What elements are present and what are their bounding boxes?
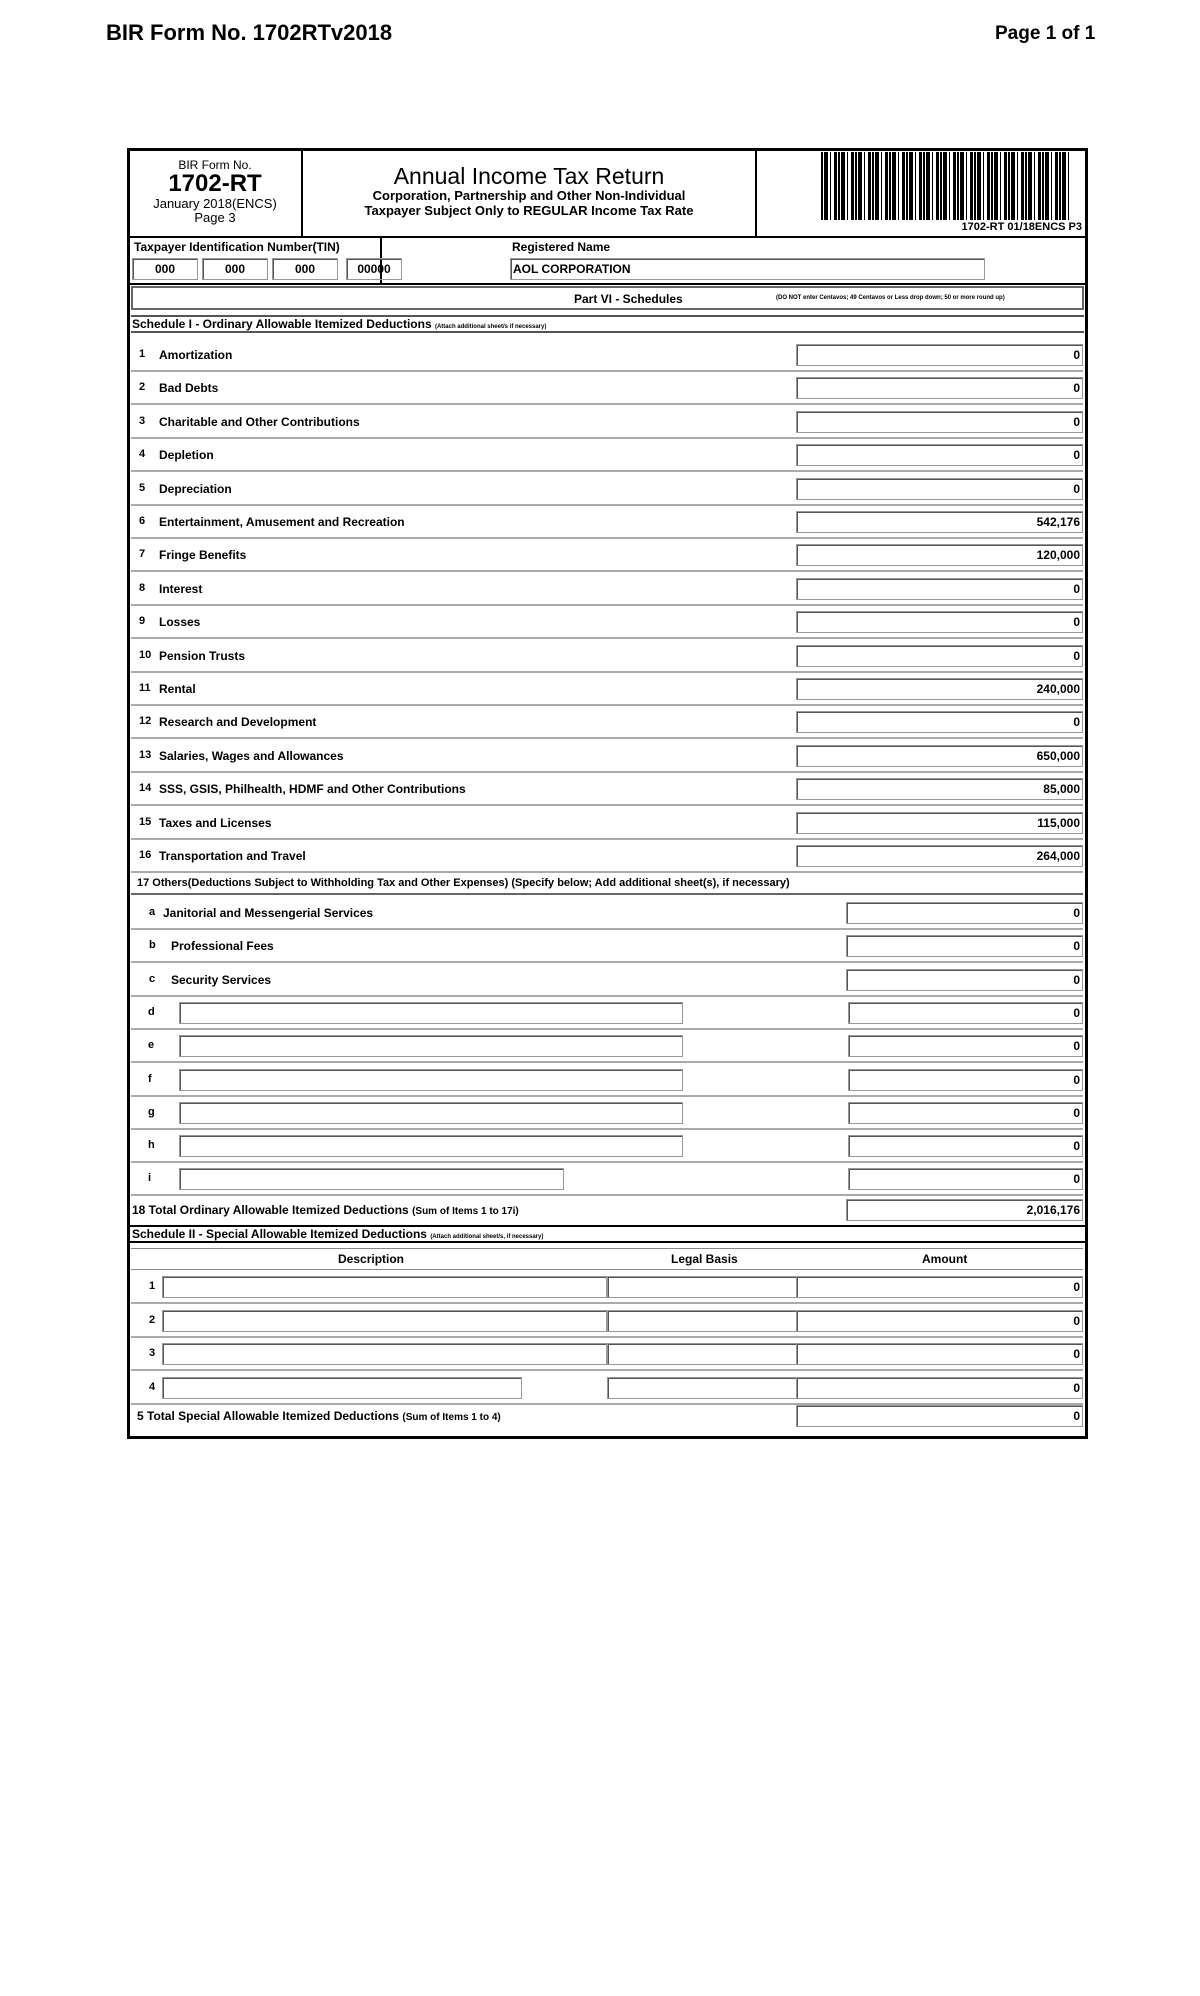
other-label: Security Services — [171, 972, 272, 987]
centavos-note: (DO NOT enter Centavos; 49 Centavos or Less drop down; 50 or more round up) — [776, 295, 1005, 301]
other-amount[interactable]: 0 — [848, 1168, 1083, 1190]
registered-name-label: Registered Name — [512, 240, 611, 254]
other-description-field[interactable] — [179, 1069, 683, 1091]
col-description: Description — [338, 1252, 405, 1266]
special-description-field[interactable] — [162, 1343, 607, 1365]
barcode-code: 1702-RT 01/18ENCS P3 — [961, 221, 1082, 233]
col-amount: Amount — [922, 1252, 968, 1266]
item-number: 6 — [139, 515, 146, 527]
item-number: 8 — [139, 581, 146, 594]
form-title-block — [303, 150, 757, 236]
form-subtitle-1: Corporation, Partnership and Other Non-Individual — [372, 188, 686, 203]
total-ordinary-amount[interactable]: 2,016,176 — [846, 1199, 1083, 1221]
row-divider — [131, 537, 1083, 539]
total-ordinary-label: 18 Total Ordinary Allowable Itemized Deductions (Sum of Items 1 to 17i) — [132, 1203, 519, 1217]
other-letter: g — [148, 1105, 155, 1118]
special-row-number: 1 — [149, 1280, 156, 1292]
barcode-block — [757, 150, 1086, 236]
col-legal-basis: Legal Basis — [671, 1252, 738, 1266]
item-number: 5 — [139, 481, 146, 494]
item-label: Depreciation — [159, 481, 232, 496]
item-amount[interactable]: 120,000 — [796, 544, 1083, 566]
schedule-1-note: (Attach additional sheet/s if necessary) — [434, 324, 547, 330]
row-divider — [131, 771, 1083, 773]
item-label: Bad Debts — [159, 381, 219, 396]
barcode-image — [821, 152, 1071, 220]
item-amount[interactable]: 0 — [796, 578, 1083, 600]
schedule-1-title: Schedule I - Ordinary Allowable Itemized Deductions (Attach additional sheet/s if necessary) — [132, 317, 547, 331]
form-no-label: BIR Form No. — [178, 158, 252, 172]
schedule-2-note: (Attach additional sheet/s, if necessary) — [430, 1234, 544, 1240]
row-divider — [131, 437, 1083, 439]
special-amount[interactable]: 0 — [796, 1310, 1083, 1332]
item-label: Salaries, Wages and Allowances — [159, 748, 344, 763]
item-label: Pension Trusts — [159, 648, 246, 663]
item-label: Research and Development — [159, 715, 317, 730]
special-legal-basis-field[interactable] — [607, 1343, 797, 1365]
row-divider — [131, 995, 1083, 997]
row-divider — [131, 604, 1083, 606]
form-title: Annual Income Tax Return — [393, 163, 665, 189]
row-divider — [131, 1028, 1083, 1030]
row-divider — [131, 1161, 1083, 1163]
item-amount[interactable]: 115,000 — [796, 812, 1083, 834]
item-amount[interactable]: 0 — [796, 645, 1083, 667]
row-divider — [131, 1128, 1083, 1130]
total-special-note: (Sum of Items 1 to 4) — [402, 1412, 501, 1423]
item-amount[interactable]: 85,000 — [796, 778, 1083, 800]
row-divider — [131, 637, 1083, 639]
tin-field-4[interactable]: 00000 — [346, 258, 402, 280]
registered-name-field[interactable]: AOL CORPORATION — [510, 258, 985, 280]
row-divider — [131, 804, 1083, 806]
item-number: 7 — [139, 548, 146, 561]
item-amount[interactable]: 542,176 — [796, 511, 1083, 533]
row-divider — [131, 838, 1083, 840]
other-letter: h — [148, 1139, 155, 1152]
others-title: 17 Others(Deductions Subject to Withholding Tax and Other Expenses) (Specify below; Add additional sheet(s), if necessary) — [137, 877, 790, 889]
form-version: January 2018(ENCS) — [153, 196, 277, 211]
row-divider — [131, 961, 1083, 963]
other-letter: d — [148, 1005, 155, 1018]
form-page: Page 3 — [194, 210, 236, 225]
row-divider — [131, 1194, 1083, 1196]
other-amount[interactable]: 0 — [848, 1035, 1083, 1057]
item-amount[interactable]: 0 — [796, 377, 1083, 399]
special-amount[interactable]: 0 — [796, 1276, 1083, 1298]
item-number: 1 — [139, 348, 146, 360]
other-description-field[interactable] — [179, 1102, 683, 1124]
item-number: 12 — [139, 715, 152, 728]
other-letter: i — [148, 1172, 152, 1185]
row-divider — [131, 1302, 1083, 1304]
other-amount[interactable]: 0 — [848, 1002, 1083, 1024]
other-label: Janitorial and Messengerial Services — [163, 906, 374, 920]
item-label: Interest — [159, 581, 203, 596]
page-form-label: BIR Form No. 1702RTv2018 — [106, 20, 393, 45]
other-description-field[interactable] — [179, 1002, 683, 1024]
special-description-field[interactable] — [162, 1310, 607, 1332]
schedule-2-title: Schedule II - Special Allowable Itemized Deductions (Attach additional sheet/s, if necessary) — [132, 1227, 544, 1241]
item-amount[interactable]: 264,000 — [796, 845, 1083, 867]
other-letter: b — [149, 939, 156, 952]
other-amount[interactable]: 0 — [848, 1069, 1083, 1091]
other-description-field[interactable] — [179, 1135, 683, 1157]
other-amount[interactable]: 0 — [846, 935, 1083, 957]
row-divider — [131, 570, 1083, 572]
item-number: 15 — [139, 815, 152, 828]
other-letter: a — [149, 906, 156, 918]
item-label: Amortization — [159, 348, 233, 362]
other-amount[interactable]: 0 — [846, 902, 1083, 924]
item-number: 16 — [139, 849, 152, 861]
row-divider — [131, 704, 1083, 706]
form-id-block — [129, 150, 303, 236]
item-amount[interactable]: 0 — [796, 411, 1083, 433]
item-label: Entertainment, Amusement and Recreation — [159, 515, 405, 529]
other-letter: c — [149, 972, 156, 985]
item-label: Transportation and Travel — [159, 849, 306, 863]
special-description-field[interactable] — [162, 1377, 522, 1399]
item-number: 10 — [139, 648, 152, 661]
form-subtitle-2: Taxpayer Subject Only to REGULAR Income Tax Rate — [364, 203, 694, 218]
item-number: 2 — [139, 381, 146, 394]
special-amount[interactable]: 0 — [796, 1343, 1083, 1365]
row-divider — [131, 871, 1083, 873]
total-special-amount[interactable]: 0 — [796, 1405, 1083, 1427]
special-legal-basis-field[interactable] — [607, 1377, 797, 1399]
special-row-number: 4 — [149, 1380, 156, 1393]
item-amount[interactable]: 650,000 — [796, 745, 1083, 767]
item-number: 14 — [139, 782, 152, 795]
row-divider — [131, 1095, 1083, 1097]
row-divider — [131, 403, 1083, 405]
special-legal-basis-field[interactable] — [607, 1310, 797, 1332]
item-amount[interactable]: 0 — [796, 711, 1083, 733]
divider — [131, 893, 1083, 895]
tin-field-1[interactable]: 000 — [132, 258, 198, 280]
special-row-number: 2 — [149, 1313, 156, 1326]
item-label: Taxes and Licenses — [159, 815, 272, 830]
item-label: Losses — [159, 615, 201, 630]
item-label: Depletion — [159, 448, 214, 463]
other-letter: f — [148, 1072, 152, 1085]
page-number: Page 1 of 1 — [995, 23, 1096, 44]
row-divider — [131, 737, 1083, 739]
tin-field-2[interactable]: 000 — [202, 258, 268, 280]
item-label: SSS, GSIS, Philhealth, HDMF and Other Contributions — [159, 782, 466, 797]
item-label: Charitable and Other Contributions — [159, 414, 360, 429]
tin-label: Taxpayer Identification Number(TIN) — [134, 240, 340, 254]
item-number: 3 — [139, 414, 146, 427]
row-divider — [131, 1369, 1083, 1371]
item-amount[interactable]: 240,000 — [796, 678, 1083, 700]
row-divider — [131, 470, 1083, 472]
tin-field-3[interactable]: 000 — [272, 258, 338, 280]
row-divider — [131, 671, 1083, 673]
item-number: 11 — [139, 682, 151, 694]
special-amount[interactable]: 0 — [796, 1377, 1083, 1399]
other-description-field[interactable] — [179, 1168, 564, 1190]
item-label: Rental — [159, 682, 196, 696]
item-label: Fringe Benefits — [159, 548, 247, 563]
total-special-label: 5 Total Special Allowable Itemized Deductions (Sum of Items 1 to 4) — [137, 1409, 501, 1423]
total-ordinary-note: (Sum of Items 1 to 17i) — [412, 1206, 519, 1217]
form-header — [129, 150, 1086, 238]
other-label: Professional Fees — [171, 939, 274, 954]
special-description-field[interactable] — [162, 1276, 607, 1298]
other-description-field[interactable] — [179, 1035, 683, 1057]
item-number: 13 — [139, 748, 152, 761]
form-code: 1702-RT — [168, 170, 262, 197]
item-amount[interactable]: 0 — [796, 611, 1083, 633]
item-amount[interactable]: 0 — [796, 344, 1083, 366]
item-number: 4 — [139, 448, 146, 461]
row-divider — [131, 1061, 1083, 1063]
row-divider — [131, 1336, 1083, 1338]
item-number: 9 — [139, 615, 146, 628]
special-legal-basis-field[interactable] — [607, 1276, 797, 1298]
part-vi-title: Part VI - Schedules — [574, 292, 683, 306]
other-amount[interactable]: 0 — [848, 1135, 1083, 1157]
other-amount[interactable]: 0 — [848, 1102, 1083, 1124]
row-divider — [131, 504, 1083, 506]
item-amount[interactable]: 0 — [796, 478, 1083, 500]
row-divider — [131, 370, 1083, 372]
row-divider — [131, 928, 1083, 930]
other-amount[interactable]: 0 — [846, 969, 1083, 991]
special-row-number: 3 — [149, 1347, 156, 1359]
other-letter: e — [148, 1039, 155, 1052]
item-amount[interactable]: 0 — [796, 444, 1083, 466]
